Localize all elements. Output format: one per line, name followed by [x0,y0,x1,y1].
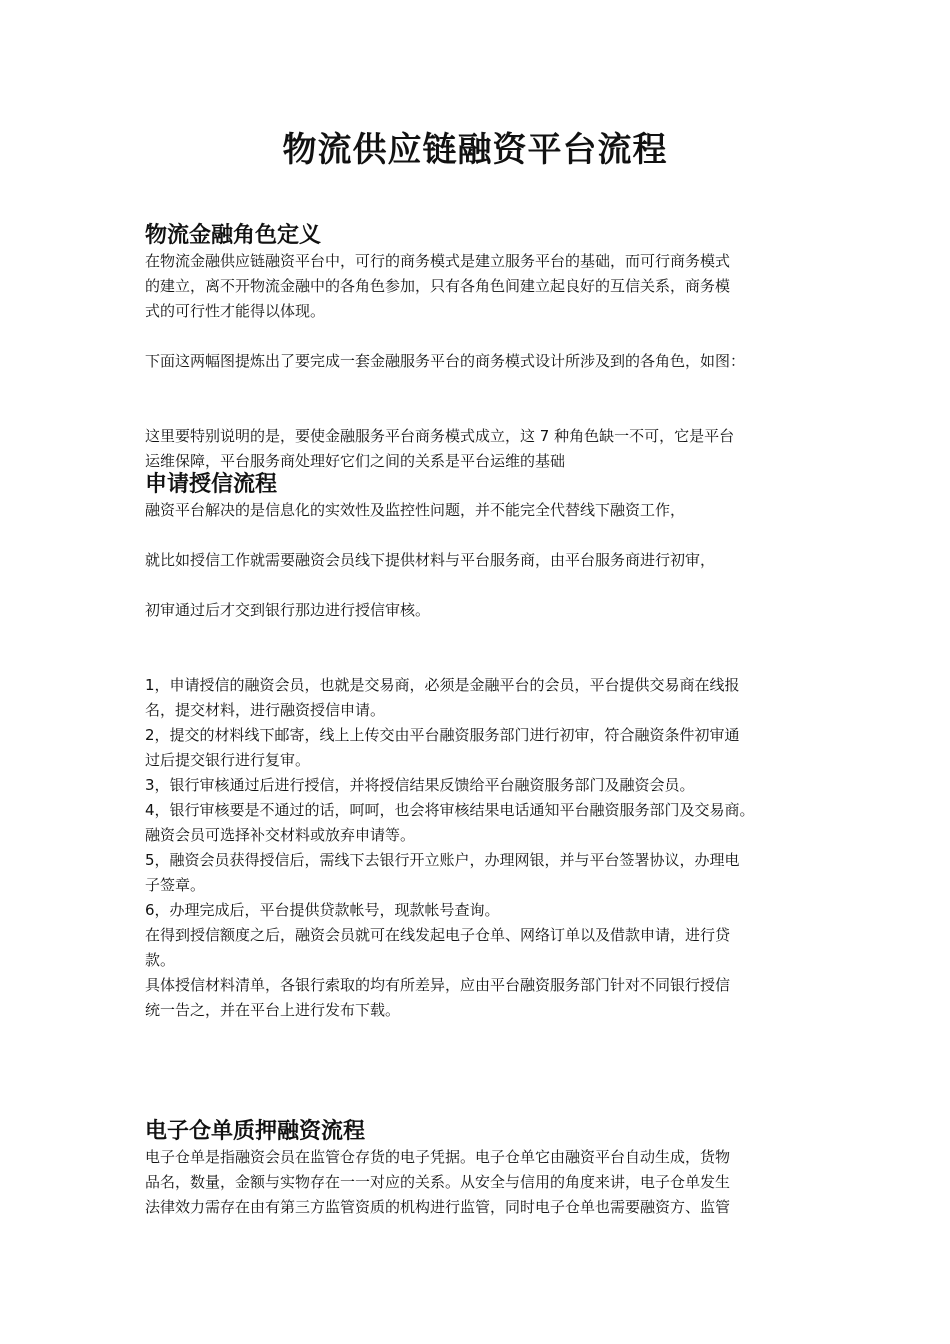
section-credit-intro-1 [145,498,815,523]
section-roles-note [145,424,815,474]
paragraph-line: 款。 [145,951,176,969]
paragraph-line: 名，提交材料，进行融资授信申请。 [145,701,386,719]
paragraph-line: 1，申请授信的融资会员，也就是交易商，必须是金融平台的会员，平台提供交易商在线报 [145,676,740,694]
paragraph-line: 下面这两幅图提炼出了要完成一套金融服务平台的商务模式设计所涉及到的各角色，如图： [145,352,746,370]
section-credit-intro-2 [145,548,815,573]
section-credit-steps [145,673,815,1023]
paragraph-line: 电子仓单是指融资会员在监管仓存货的电子凭据。电子仓单它由融资平台自动生成，货物 [145,1148,731,1166]
paragraph-line: 融资平台解决的是信息化的实效性及监控性问题，并不能完全代替线下融资工作， [145,501,686,519]
paragraph-line: 运维保障，平台服务商处理好它们之间的关系是平台运维的基础 [145,452,566,470]
section-credit-intro-3 [145,598,815,623]
paragraph-line: 统一告之，并在平台上进行发布下载。 [145,1001,401,1019]
section-heading-roles: 物流金融角色定义 [145,223,322,248]
document-title: 物流供应链融资平台流程 [282,130,668,170]
paragraph-line: 子签章。 [145,876,206,894]
paragraph-line: 具体授信材料清单，各银行索取的均有所差异，应由平台融资服务部门针对不同银行授信 [145,976,731,994]
paragraph-line: 在物流金融供应链融资平台中，可行的商务模式是建立服务平台的基础，而可行商务模式 [145,252,731,270]
paragraph-line: 融资会员可选择补交材料或放弃申请等。 [145,826,416,844]
paragraph-line: 这里要特别说明的是，要使金融服务平台商务模式成立，这 7 种角色缺一不可，它是平台 [145,427,735,445]
paragraph-line: 在得到授信额度之后，融资会员就可在线发起电子仓单、网络订单以及借款申请，进行贷 [145,926,731,944]
section-heading-credit: 申请授信流程 [145,472,278,497]
section-heading-warehouse-receipt: 电子仓单质押融资流程 [145,1119,366,1144]
paragraph-line: 式的可行性才能得以体现。 [145,302,326,320]
paragraph-line: 过后提交银行进行复审。 [145,751,311,769]
section-roles-body [145,249,815,324]
paragraph-line: 初审通过后才交到银行那边进行授信审核。 [145,601,431,619]
section-roles-figure-intro [145,349,815,374]
paragraph-line: 3，银行审核通过后进行授信，并将授信结果反馈给平台融资服务部门及融资会员。 [145,776,695,794]
paragraph-line: 6，办理完成后，平台提供贷款帐号，现款帐号查询。 [145,901,500,919]
paragraph-line: 2，提交的材料线下邮寄，线上上传交由平台融资服务部门进行初审，符合融资条件初审通 [145,726,740,744]
paragraph-line: 法律效力需存在由有第三方监管资质的机构进行监管，同时电子仓单也需要融资方、监管 [145,1198,731,1216]
paragraph-line: 的建立，离不开物流金融中的各角色参加，只有各角色间建立起良好的互信关系，商务模 [145,277,731,295]
paragraph-line: 4，银行审核要是不通过的话，呵呵，也会将审核结果电话通知平台融资服务部门及交易商。 [145,801,755,819]
paragraph-line: 就比如授信工作就需要融资会员线下提供材料与平台服务商，由平台服务商进行初审， [145,551,716,569]
paragraph-line: 5，融资会员获得授信后，需线下去银行开立账户，办理网银，并与平台签署协议，办理电 [145,851,740,869]
section-warehouse-receipt-body [145,1145,815,1220]
paragraph-line: 品名，数量，金额与实物存在一一对应的关系。从安全与信用的角度来讲，电子仓单发生 [145,1173,731,1191]
